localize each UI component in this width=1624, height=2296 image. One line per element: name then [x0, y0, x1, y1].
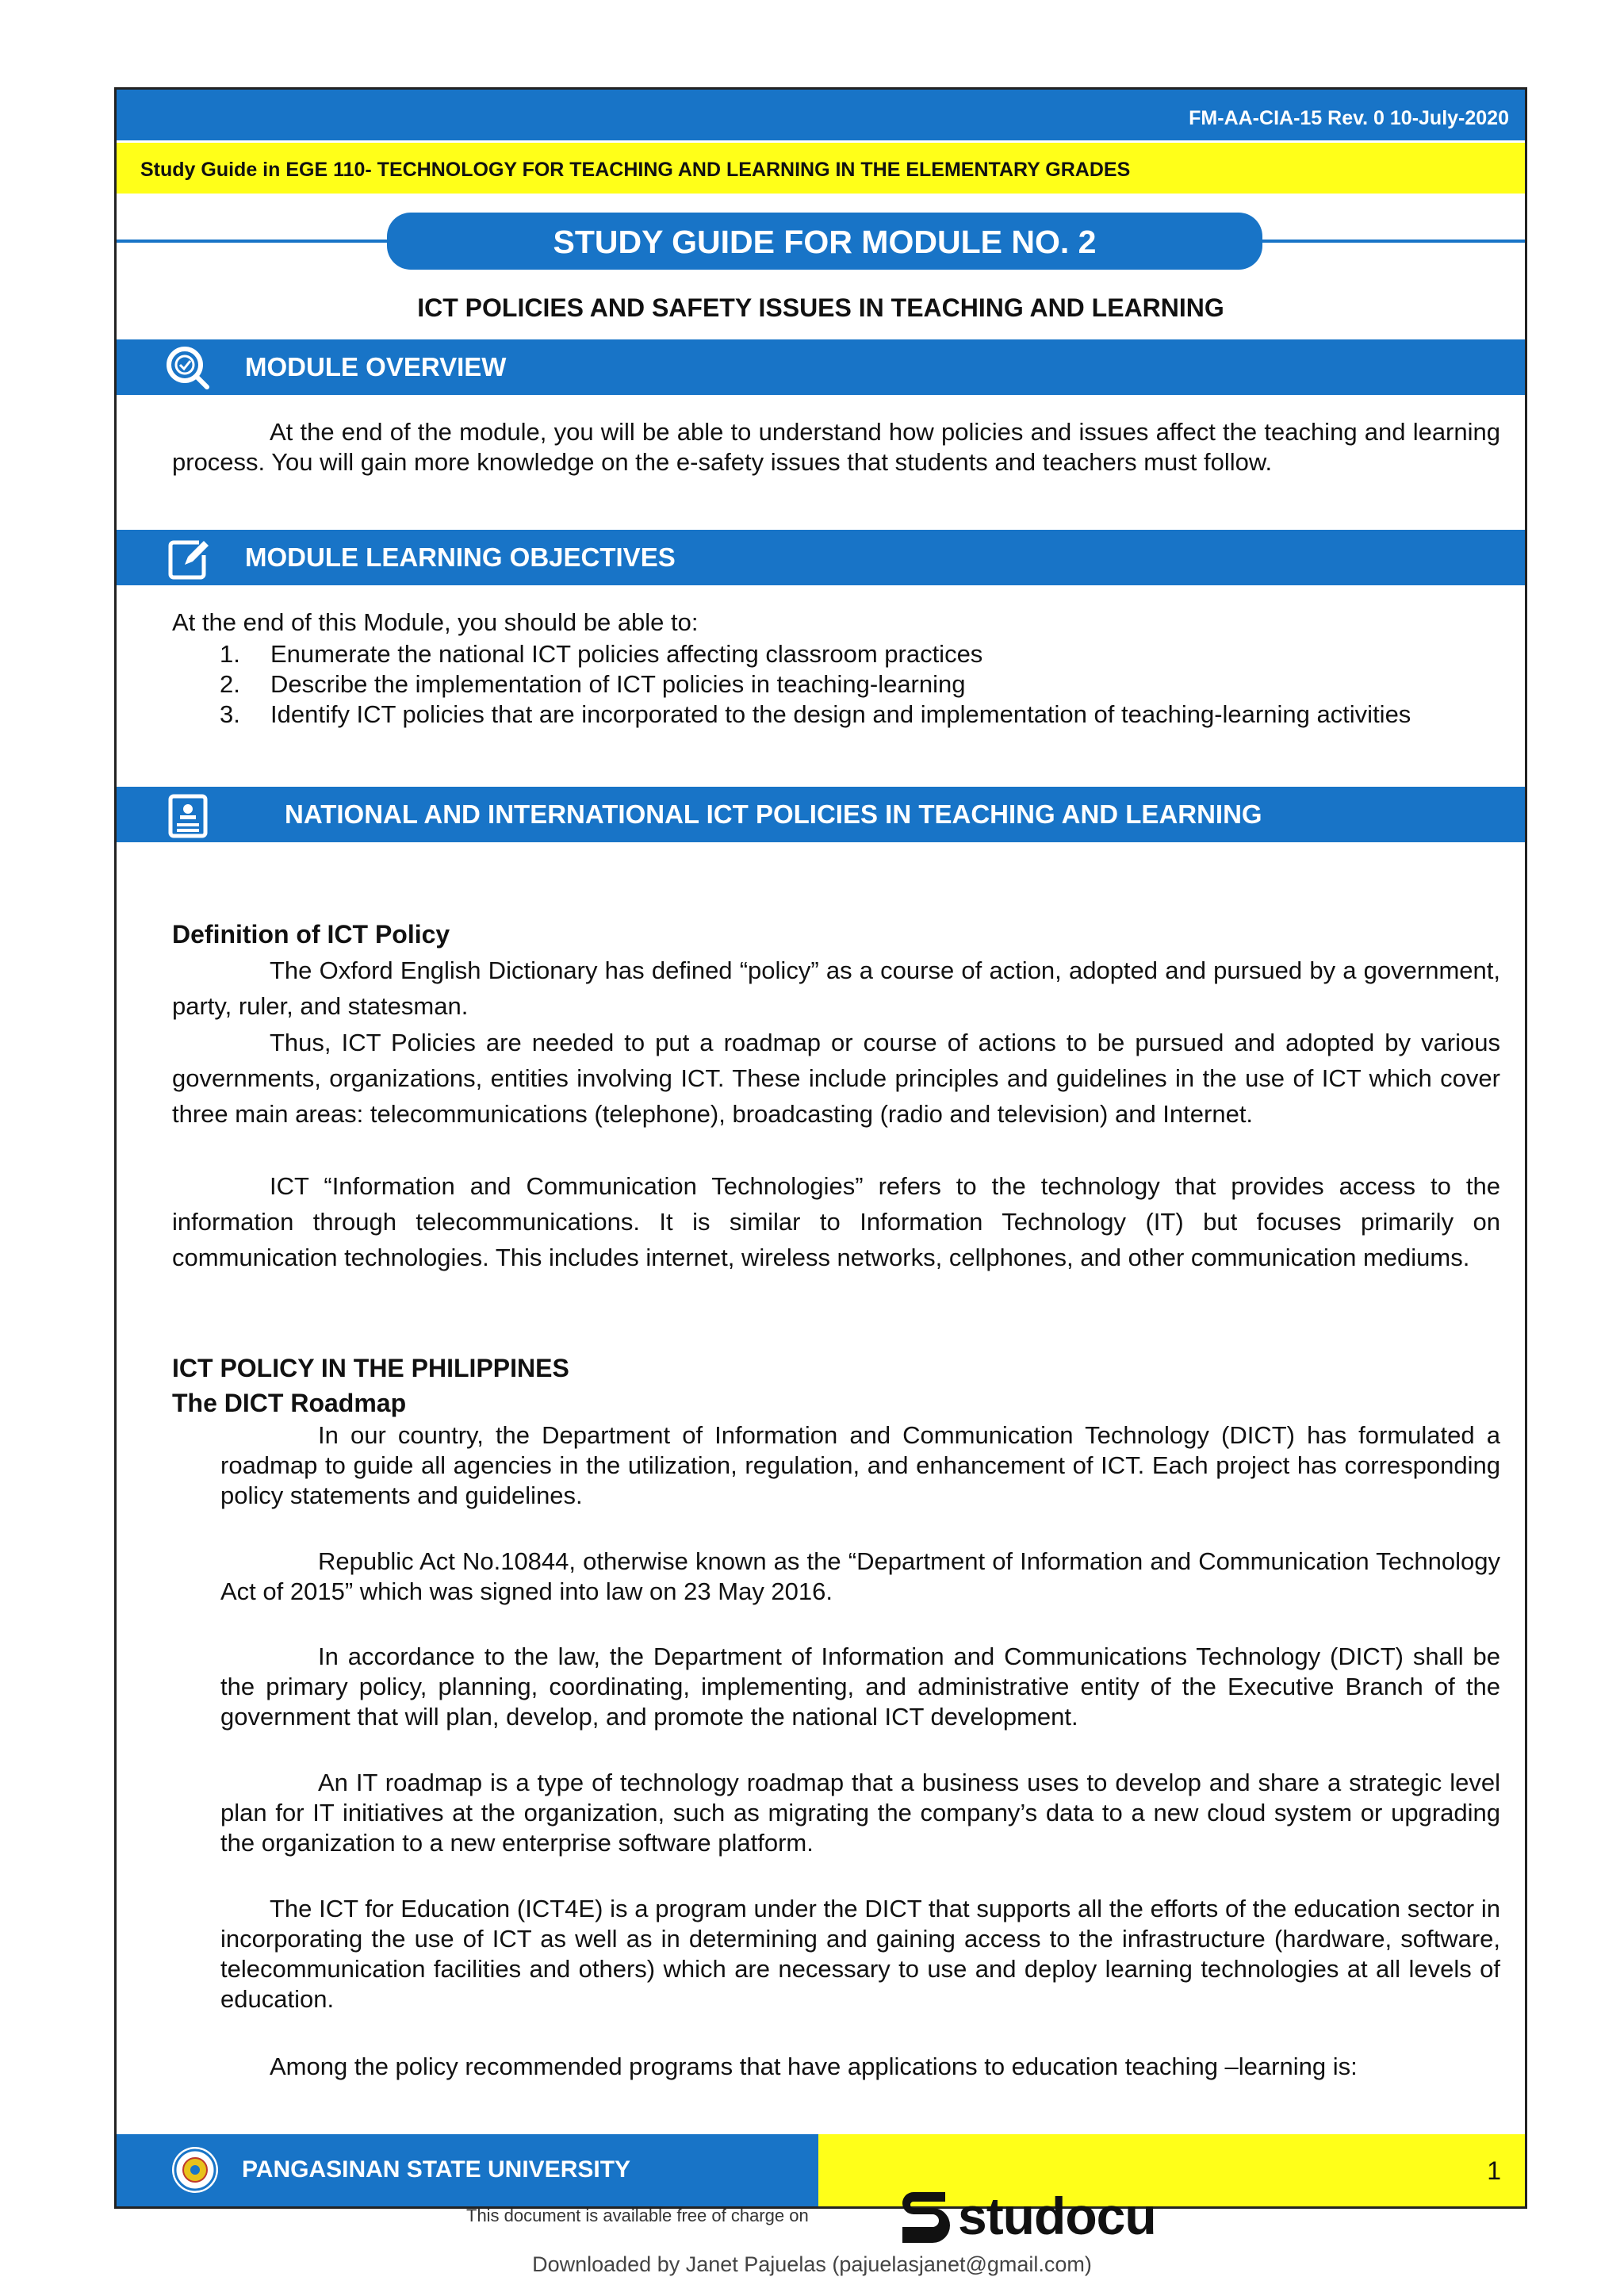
definition-paragraph-3: ICT “Information and Communication Technologies” refers to the technology that provides access to the information through telecommunications. It is similar to Information Technology (IT) but focuses primarily on communication technologies. This includes internet, wireless networks, cellphones, and other communication mediums.: [172, 1172, 1500, 1271]
ict4e-paragraph: The ICT for Education (ICT4E) is a program under the DICT that supports all the efforts of the education sector in incorporating the use of ICT as well as in determining and gaining access to the infrastructure (hardware, software, telecommunication facilities and others) which are necessary to use and deploy learning technologies at all levels of education.: [220, 1895, 1500, 2013]
definition-heading: Definition of ICT Policy: [172, 920, 450, 949]
overview-paragraph: At the end of the module, you will be able to understand how policies and issues affect the teaching and learning process. You will gain more knowledge on the e-safety issues that students and teachers must follow.: [172, 418, 1500, 476]
section-bar-policies: [117, 787, 1525, 842]
section-bar-objectives: [117, 530, 1525, 585]
downloaded-by-note: Downloaded by Janet Pajuelas (pajuelasjanet@gmail.com): [532, 2252, 1092, 2276]
dict-roadmap-heading: The DICT Roadmap: [172, 1389, 407, 1417]
dict-paragraph-4: An IT roadmap is a type of technology roadmap that a business uses to develop and share a strategic level plan for IT initiatives at the organization, such as migrating the company’s data to a new cloud system or upgrading the organization to a new enterprise software platform.: [220, 1769, 1500, 1857]
list-item: 3. Identify ICT policies that are incorporated to the design and implementation of teaching-learning activities: [220, 700, 1411, 728]
document-icon: [164, 792, 212, 839]
form-code-bar: [117, 90, 1525, 140]
list-item: 1. Enumerate the national ICT policies affecting classroom practices: [220, 640, 983, 668]
list-item: 2. Describe the implementation of ICT policies in teaching-learning: [220, 670, 966, 698]
dict-paragraph-1: In our country, the Department of Information and Communication Technology (DICT) has formulated a roadmap to guide all agencies in the utilization, regulation, and enhancement of ICT. Each project has corresponding policy statements and guidelines.: [220, 1421, 1500, 1509]
section-title-objectives: MODULE LEARNING OBJECTIVES: [245, 542, 676, 572]
edit-icon: [164, 535, 212, 582]
ph-policy-heading: ICT POLICY IN THE PHILIPPINES: [172, 1354, 569, 1382]
footer-university-bar: [117, 2134, 818, 2206]
dict-paragraph-2: Republic Act No.10844, otherwise known as the “Department of Information and Communication Technology Act of 2015” which was signed into law on 23 May 2016.: [220, 1547, 1500, 1605]
form-code: FM-AA-CIA-15 Rev. 0 10-July-2020: [1189, 107, 1509, 129]
among-paragraph: Among the policy recommended programs that have applications to education teaching –learning is:: [270, 2053, 1358, 2080]
module-title-pill: [387, 213, 1262, 270]
magnifier-icon: [164, 344, 212, 392]
studocu-logo-icon[interactable]: [896, 2183, 953, 2252]
section-bar-overview: [117, 339, 1525, 395]
module-title: STUDY GUIDE FOR MODULE NO. 2: [553, 224, 1097, 260]
dict-paragraph-3: In accordance to the law, the Department of Information and Communications Technology (DICT) shall be the primary policy, planning, coordinating, implementing, and administrative entity of the Executive Branch of the government that will plan, develop, and promote the national ICT development.: [220, 1642, 1500, 1731]
section-title-policies: NATIONAL AND INTERNATIONAL ICT POLICIES IN TEACHING AND LEARNING: [285, 799, 1262, 829]
university-seal-icon: [170, 2145, 220, 2194]
definition-paragraph-1: The Oxford English Dictionary has defined “policy” as a course of action, adopted and pursued by a government, party, ruler, and statesman.: [172, 956, 1500, 1020]
availability-note: This document is available free of charge on: [466, 2206, 809, 2225]
studocu-brand[interactable]: studocu: [958, 2187, 1156, 2245]
section-title-overview: MODULE OVERVIEW: [245, 352, 507, 381]
definition-paragraph-2: Thus, ICT Policies are needed to put a roadmap or course of actions to be pursued and adopted by various governments, organizations, entities involving ICT. These include principles and guidelines in the use of ICT which cover three main areas: telecommunications (telephone), broadcasting (radio and television) and Internet.: [172, 1029, 1500, 1128]
page-number: 1: [1487, 2156, 1501, 2185]
course-title: Study Guide in EGE 110- TECHNOLOGY FOR TEACHING AND LEARNING IN THE ELEMENTARY GRADES: [140, 159, 1131, 181]
module-subtitle: ICT POLICIES AND SAFETY ISSUES IN TEACHING AND LEARNING: [417, 293, 1224, 322]
objectives-intro: At the end of this Module, you should be able to:: [172, 608, 699, 636]
university-name: PANGASINAN STATE UNIVERSITY: [242, 2156, 631, 2183]
course-bar: [117, 143, 1525, 194]
objectives-list: [172, 639, 1457, 730]
page-frame: [114, 87, 1527, 2209]
